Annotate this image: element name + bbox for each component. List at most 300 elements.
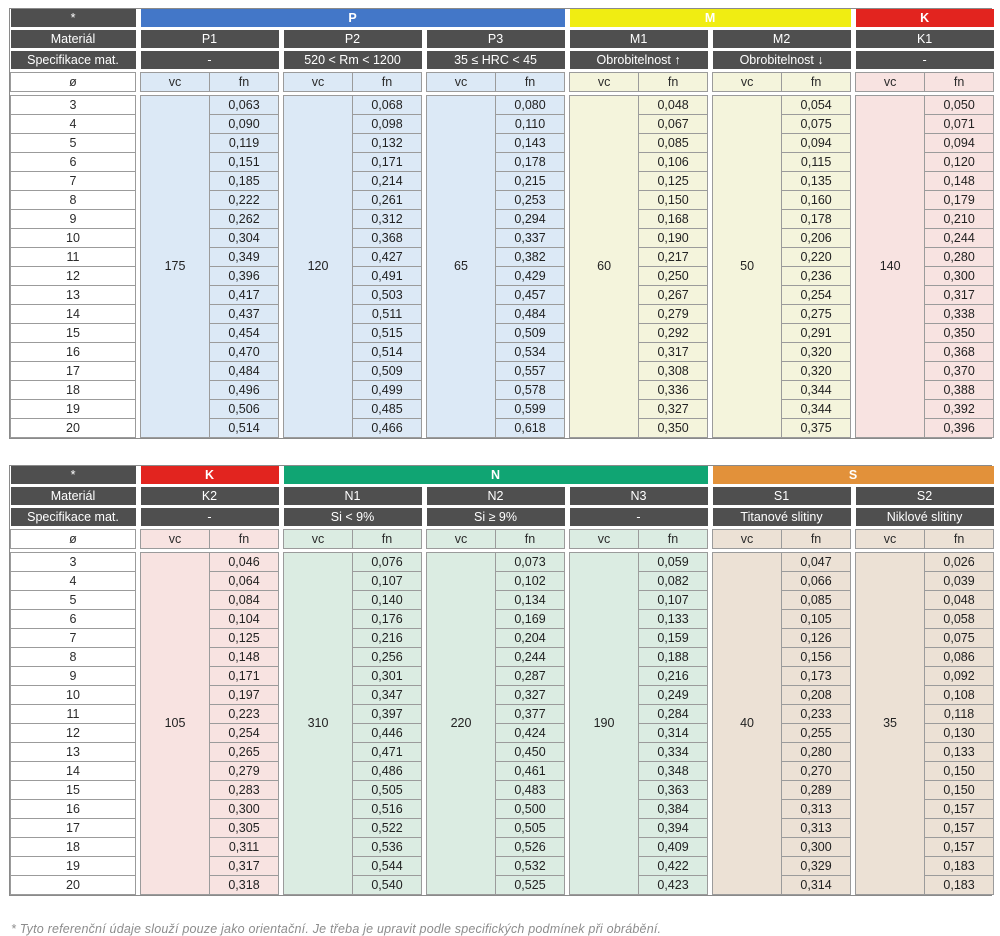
fn-value-S1: 0,233 (782, 705, 851, 724)
gap (851, 762, 856, 781)
gap (708, 876, 713, 895)
fn-value-N1: 0,540 (353, 876, 422, 895)
vc-header-N3: vc (570, 530, 639, 549)
material-cell-M1: M1 (570, 30, 708, 48)
fn-value-P3: 0,578 (496, 381, 565, 400)
vc-value-M1: 60 (570, 96, 639, 438)
fn-value-S1: 0,085 (782, 591, 851, 610)
diameter-cell: 3 (11, 96, 136, 115)
fn-value-N1: 0,256 (353, 648, 422, 667)
gap (708, 343, 713, 362)
gap (851, 191, 856, 210)
gap (279, 667, 284, 686)
gap (279, 172, 284, 191)
gap (708, 819, 713, 838)
gap (279, 286, 284, 305)
gap (708, 381, 713, 400)
diameter-cell: 4 (11, 115, 136, 134)
vc-value-S2: 35 (856, 553, 925, 895)
fn-value-S2: 0,058 (925, 610, 994, 629)
vc-header-M2: vc (713, 73, 782, 92)
gap (422, 191, 427, 210)
gap (565, 267, 570, 286)
diameter-cell: 9 (11, 210, 136, 229)
fn-value-M1: 0,279 (639, 305, 708, 324)
family-band-S: S (713, 466, 994, 484)
family-band-P: P (141, 9, 565, 27)
spec-cell-N3: - (570, 508, 708, 526)
fn-value-M1: 0,217 (639, 248, 708, 267)
fn-value-N2: 0,204 (496, 629, 565, 648)
fn-value-S2: 0,183 (925, 857, 994, 876)
gap (136, 591, 141, 610)
fn-value-P2: 0,261 (353, 191, 422, 210)
fn-value-N1: 0,471 (353, 743, 422, 762)
fn-value-P1: 0,304 (210, 229, 279, 248)
gap (565, 115, 570, 134)
fn-value-P1: 0,349 (210, 248, 279, 267)
fn-value-S2: 0,092 (925, 667, 994, 686)
fn-value-P1: 0,496 (210, 381, 279, 400)
diameter-cell: 12 (11, 724, 136, 743)
spec-cell-M1: Obrobitelnost ↑ (570, 51, 708, 69)
gap (851, 800, 856, 819)
fn-value-P3: 0,080 (496, 96, 565, 115)
fn-value-N2: 0,102 (496, 572, 565, 591)
fn-value-N2: 0,327 (496, 686, 565, 705)
gap (708, 286, 713, 305)
gap (708, 591, 713, 610)
fn-value-K1: 0,050 (925, 96, 994, 115)
material-row (11, 487, 994, 505)
fn-value-S2: 0,130 (925, 724, 994, 743)
gap (851, 591, 856, 610)
gap (565, 210, 570, 229)
spec-cell-N1: Si < 9% (284, 508, 422, 526)
fn-value-M2: 0,054 (782, 96, 851, 115)
vc-header-S1: vc (713, 530, 782, 549)
fn-value-K1: 0,244 (925, 229, 994, 248)
fn-value-N1: 0,216 (353, 629, 422, 648)
gap (136, 762, 141, 781)
fn-value-N2: 0,287 (496, 667, 565, 686)
gap (851, 648, 856, 667)
gap (708, 191, 713, 210)
gap (422, 686, 427, 705)
fn-value-K1: 0,094 (925, 134, 994, 153)
fn-value-S2: 0,150 (925, 762, 994, 781)
gap (136, 153, 141, 172)
fn-value-P3: 0,557 (496, 362, 565, 381)
gap (422, 419, 427, 438)
diameter-cell: 12 (11, 267, 136, 286)
fn-value-P1: 0,151 (210, 153, 279, 172)
fn-value-P3: 0,509 (496, 324, 565, 343)
gap (422, 648, 427, 667)
gap (136, 857, 141, 876)
fn-value-P1: 0,506 (210, 400, 279, 419)
spec-cell-M2: Obrobitelnost ↓ (713, 51, 851, 69)
gap (279, 838, 284, 857)
cutting-table-frame-top (9, 8, 992, 439)
fn-value-N1: 0,536 (353, 838, 422, 857)
fn-value-K1: 0,396 (925, 419, 994, 438)
fn-value-K2: 0,084 (210, 591, 279, 610)
material-row-label: Materiál (11, 487, 136, 505)
gap (708, 572, 713, 591)
fn-header-K1: fn (925, 73, 994, 92)
diameter-cell: 5 (11, 134, 136, 153)
vc-header-M1: vc (570, 73, 639, 92)
gap (708, 743, 713, 762)
fn-value-S1: 0,105 (782, 610, 851, 629)
fn-value-S2: 0,118 (925, 705, 994, 724)
fn-value-N3: 0,107 (639, 591, 708, 610)
diameter-header: ø (11, 530, 136, 549)
cutting-table-top (10, 9, 994, 438)
data-row (11, 553, 994, 572)
fn-value-M2: 0,344 (782, 381, 851, 400)
gap (136, 115, 141, 134)
fn-value-N1: 0,446 (353, 724, 422, 743)
fn-value-N2: 0,134 (496, 591, 565, 610)
gap (279, 800, 284, 819)
gap (279, 134, 284, 153)
specification-row (11, 508, 994, 526)
material-row (11, 30, 994, 48)
diameter-cell: 10 (11, 686, 136, 705)
gap (708, 629, 713, 648)
fn-value-K2: 0,265 (210, 743, 279, 762)
gap (422, 762, 427, 781)
fn-value-P2: 0,171 (353, 153, 422, 172)
fn-value-K1: 0,120 (925, 153, 994, 172)
diameter-cell: 15 (11, 324, 136, 343)
gap (708, 115, 713, 134)
asterisk-header: * (11, 9, 136, 27)
fn-value-K2: 0,171 (210, 667, 279, 686)
gap (565, 667, 570, 686)
fn-value-M1: 0,190 (639, 229, 708, 248)
diameter-cell: 8 (11, 191, 136, 210)
fn-value-P1: 0,090 (210, 115, 279, 134)
gap (851, 362, 856, 381)
fn-value-P3: 0,382 (496, 248, 565, 267)
fn-value-P2: 0,132 (353, 134, 422, 153)
fn-value-P3: 0,618 (496, 419, 565, 438)
gap (708, 400, 713, 419)
spec-cell-K2: - (141, 508, 279, 526)
gap (565, 724, 570, 743)
gap (136, 343, 141, 362)
gap (565, 419, 570, 438)
fn-value-N3: 0,363 (639, 781, 708, 800)
fn-value-P2: 0,427 (353, 248, 422, 267)
diameter-cell: 16 (11, 800, 136, 819)
gap (279, 610, 284, 629)
diameter-cell: 13 (11, 743, 136, 762)
diameter-cell: 4 (11, 572, 136, 591)
fn-value-P1: 0,484 (210, 362, 279, 381)
vc-value-K1: 140 (856, 96, 925, 438)
gap (565, 400, 570, 419)
gap (708, 724, 713, 743)
gap (279, 229, 284, 248)
gap (279, 343, 284, 362)
gap (279, 191, 284, 210)
fn-value-M2: 0,206 (782, 229, 851, 248)
fn-value-K1: 0,210 (925, 210, 994, 229)
material-cell-K2: K2 (141, 487, 279, 505)
fn-value-K2: 0,254 (210, 724, 279, 743)
fn-value-M1: 0,292 (639, 324, 708, 343)
gap (136, 362, 141, 381)
fn-value-N1: 0,486 (353, 762, 422, 781)
fn-value-P3: 0,429 (496, 267, 565, 286)
gap (422, 667, 427, 686)
gap (565, 762, 570, 781)
gap (136, 305, 141, 324)
gap (851, 134, 856, 153)
fn-value-S2: 0,150 (925, 781, 994, 800)
fn-value-K2: 0,104 (210, 610, 279, 629)
fn-value-S2: 0,157 (925, 800, 994, 819)
fn-value-M2: 0,075 (782, 115, 851, 134)
fn-value-S1: 0,300 (782, 838, 851, 857)
material-cell-P2: P2 (284, 30, 422, 48)
gap (136, 876, 141, 895)
gap (136, 229, 141, 248)
fn-value-S2: 0,157 (925, 838, 994, 857)
gap (708, 305, 713, 324)
diameter-cell: 14 (11, 762, 136, 781)
gap (136, 724, 141, 743)
fn-value-P2: 0,368 (353, 229, 422, 248)
fn-value-N2: 0,526 (496, 838, 565, 857)
data-row (11, 96, 994, 115)
gap (136, 419, 141, 438)
gap (708, 248, 713, 267)
gap (565, 324, 570, 343)
gap (565, 610, 570, 629)
diameter-cell: 19 (11, 400, 136, 419)
fn-value-N3: 0,384 (639, 800, 708, 819)
gap (136, 743, 141, 762)
fn-value-P2: 0,312 (353, 210, 422, 229)
fn-value-P2: 0,485 (353, 400, 422, 419)
fn-value-K2: 0,318 (210, 876, 279, 895)
fn-header-P1: fn (210, 73, 279, 92)
gap (851, 343, 856, 362)
gap (708, 686, 713, 705)
diameter-cell: 3 (11, 553, 136, 572)
diameter-cell: 18 (11, 381, 136, 400)
fn-value-M2: 0,320 (782, 362, 851, 381)
gap (279, 591, 284, 610)
fn-value-P2: 0,515 (353, 324, 422, 343)
gap (565, 305, 570, 324)
gap (565, 838, 570, 857)
material-cell-P1: P1 (141, 30, 279, 48)
material-row-label: Materiál (11, 30, 136, 48)
gap (279, 724, 284, 743)
fn-value-M1: 0,250 (639, 267, 708, 286)
fn-value-S2: 0,183 (925, 876, 994, 895)
family-band-M: M (570, 9, 851, 27)
diameter-cell: 7 (11, 172, 136, 191)
fn-value-P2: 0,491 (353, 267, 422, 286)
fn-value-M1: 0,267 (639, 286, 708, 305)
specification-row (11, 51, 994, 69)
gap (851, 267, 856, 286)
fn-value-M2: 0,178 (782, 210, 851, 229)
diameter-cell: 19 (11, 857, 136, 876)
fn-value-N3: 0,249 (639, 686, 708, 705)
fn-value-N3: 0,159 (639, 629, 708, 648)
gap (279, 400, 284, 419)
gap (422, 172, 427, 191)
diameter-cell: 6 (11, 153, 136, 172)
gap (708, 229, 713, 248)
diameter-cell: 15 (11, 781, 136, 800)
fn-value-P2: 0,503 (353, 286, 422, 305)
gap (708, 153, 713, 172)
vc-header-K2: vc (141, 530, 210, 549)
gap (279, 705, 284, 724)
diameter-cell: 20 (11, 876, 136, 895)
fn-value-M2: 0,094 (782, 134, 851, 153)
fn-value-P1: 0,262 (210, 210, 279, 229)
gap (851, 857, 856, 876)
gap (136, 286, 141, 305)
material-cell-M2: M2 (713, 30, 851, 48)
fn-value-S2: 0,157 (925, 819, 994, 838)
fn-value-S1: 0,066 (782, 572, 851, 591)
gap (565, 229, 570, 248)
gap (851, 667, 856, 686)
fn-value-S1: 0,270 (782, 762, 851, 781)
fn-value-K1: 0,370 (925, 362, 994, 381)
spec-cell-K1: - (856, 51, 994, 69)
fn-value-K1: 0,338 (925, 305, 994, 324)
fn-value-P1: 0,222 (210, 191, 279, 210)
fn-value-S1: 0,255 (782, 724, 851, 743)
fn-value-K1: 0,368 (925, 343, 994, 362)
gap (136, 819, 141, 838)
diameter-header: ø (11, 73, 136, 92)
gap (851, 629, 856, 648)
gap (851, 686, 856, 705)
gap (708, 134, 713, 153)
fn-value-S1: 0,208 (782, 686, 851, 705)
gap (422, 153, 427, 172)
fn-value-S2: 0,133 (925, 743, 994, 762)
diameter-cell: 11 (11, 705, 136, 724)
family-band-K: K (856, 9, 994, 27)
gap (136, 267, 141, 286)
fn-value-M2: 0,254 (782, 286, 851, 305)
diameter-cell: 17 (11, 362, 136, 381)
fn-value-M1: 0,125 (639, 172, 708, 191)
vc-value-N1: 310 (284, 553, 353, 895)
gap (422, 286, 427, 305)
fn-value-K1: 0,388 (925, 381, 994, 400)
gap (708, 781, 713, 800)
fn-value-N1: 0,301 (353, 667, 422, 686)
fn-value-N1: 0,107 (353, 572, 422, 591)
fn-value-M2: 0,220 (782, 248, 851, 267)
gap (422, 838, 427, 857)
fn-value-N3: 0,409 (639, 838, 708, 857)
gap (708, 362, 713, 381)
spec-cell-P2: 520 < Rm < 1200 (284, 51, 422, 69)
material-cell-N2: N2 (427, 487, 565, 505)
fn-value-N3: 0,216 (639, 667, 708, 686)
material-cell-N3: N3 (570, 487, 708, 505)
gap (851, 115, 856, 134)
gap (422, 248, 427, 267)
gap (422, 591, 427, 610)
gap (279, 781, 284, 800)
gap (279, 876, 284, 895)
diameter-cell: 17 (11, 819, 136, 838)
vc-fn-header-row (11, 73, 994, 92)
fn-value-M2: 0,135 (782, 172, 851, 191)
gap (279, 762, 284, 781)
gap (136, 134, 141, 153)
cutting-table-bottom (10, 466, 994, 895)
fn-value-S2: 0,075 (925, 629, 994, 648)
fn-header-K2: fn (210, 530, 279, 549)
gap (422, 743, 427, 762)
gap (565, 172, 570, 191)
fn-value-S1: 0,329 (782, 857, 851, 876)
gap (708, 857, 713, 876)
fn-value-N2: 0,073 (496, 553, 565, 572)
vc-header-P3: vc (427, 73, 496, 92)
gap (136, 172, 141, 191)
family-band-K: K (141, 466, 279, 484)
gap (565, 248, 570, 267)
fn-value-K1: 0,071 (925, 115, 994, 134)
fn-value-P2: 0,098 (353, 115, 422, 134)
fn-header-N2: fn (496, 530, 565, 549)
diameter-cell: 18 (11, 838, 136, 857)
fn-value-P3: 0,215 (496, 172, 565, 191)
fn-value-P1: 0,119 (210, 134, 279, 153)
gap (422, 610, 427, 629)
fn-value-K2: 0,305 (210, 819, 279, 838)
gap (279, 305, 284, 324)
fn-value-N2: 0,525 (496, 876, 565, 895)
fn-value-N3: 0,188 (639, 648, 708, 667)
gap (136, 648, 141, 667)
gap (565, 153, 570, 172)
gap (565, 191, 570, 210)
gap (851, 172, 856, 191)
gap (279, 629, 284, 648)
vc-value-S1: 40 (713, 553, 782, 895)
diameter-cell: 7 (11, 629, 136, 648)
gap (851, 819, 856, 838)
fn-value-M2: 0,320 (782, 343, 851, 362)
fn-value-S1: 0,314 (782, 876, 851, 895)
fn-value-N1: 0,544 (353, 857, 422, 876)
gap (136, 781, 141, 800)
vc-value-P3: 65 (427, 96, 496, 438)
gap (851, 210, 856, 229)
fn-value-N1: 0,140 (353, 591, 422, 610)
